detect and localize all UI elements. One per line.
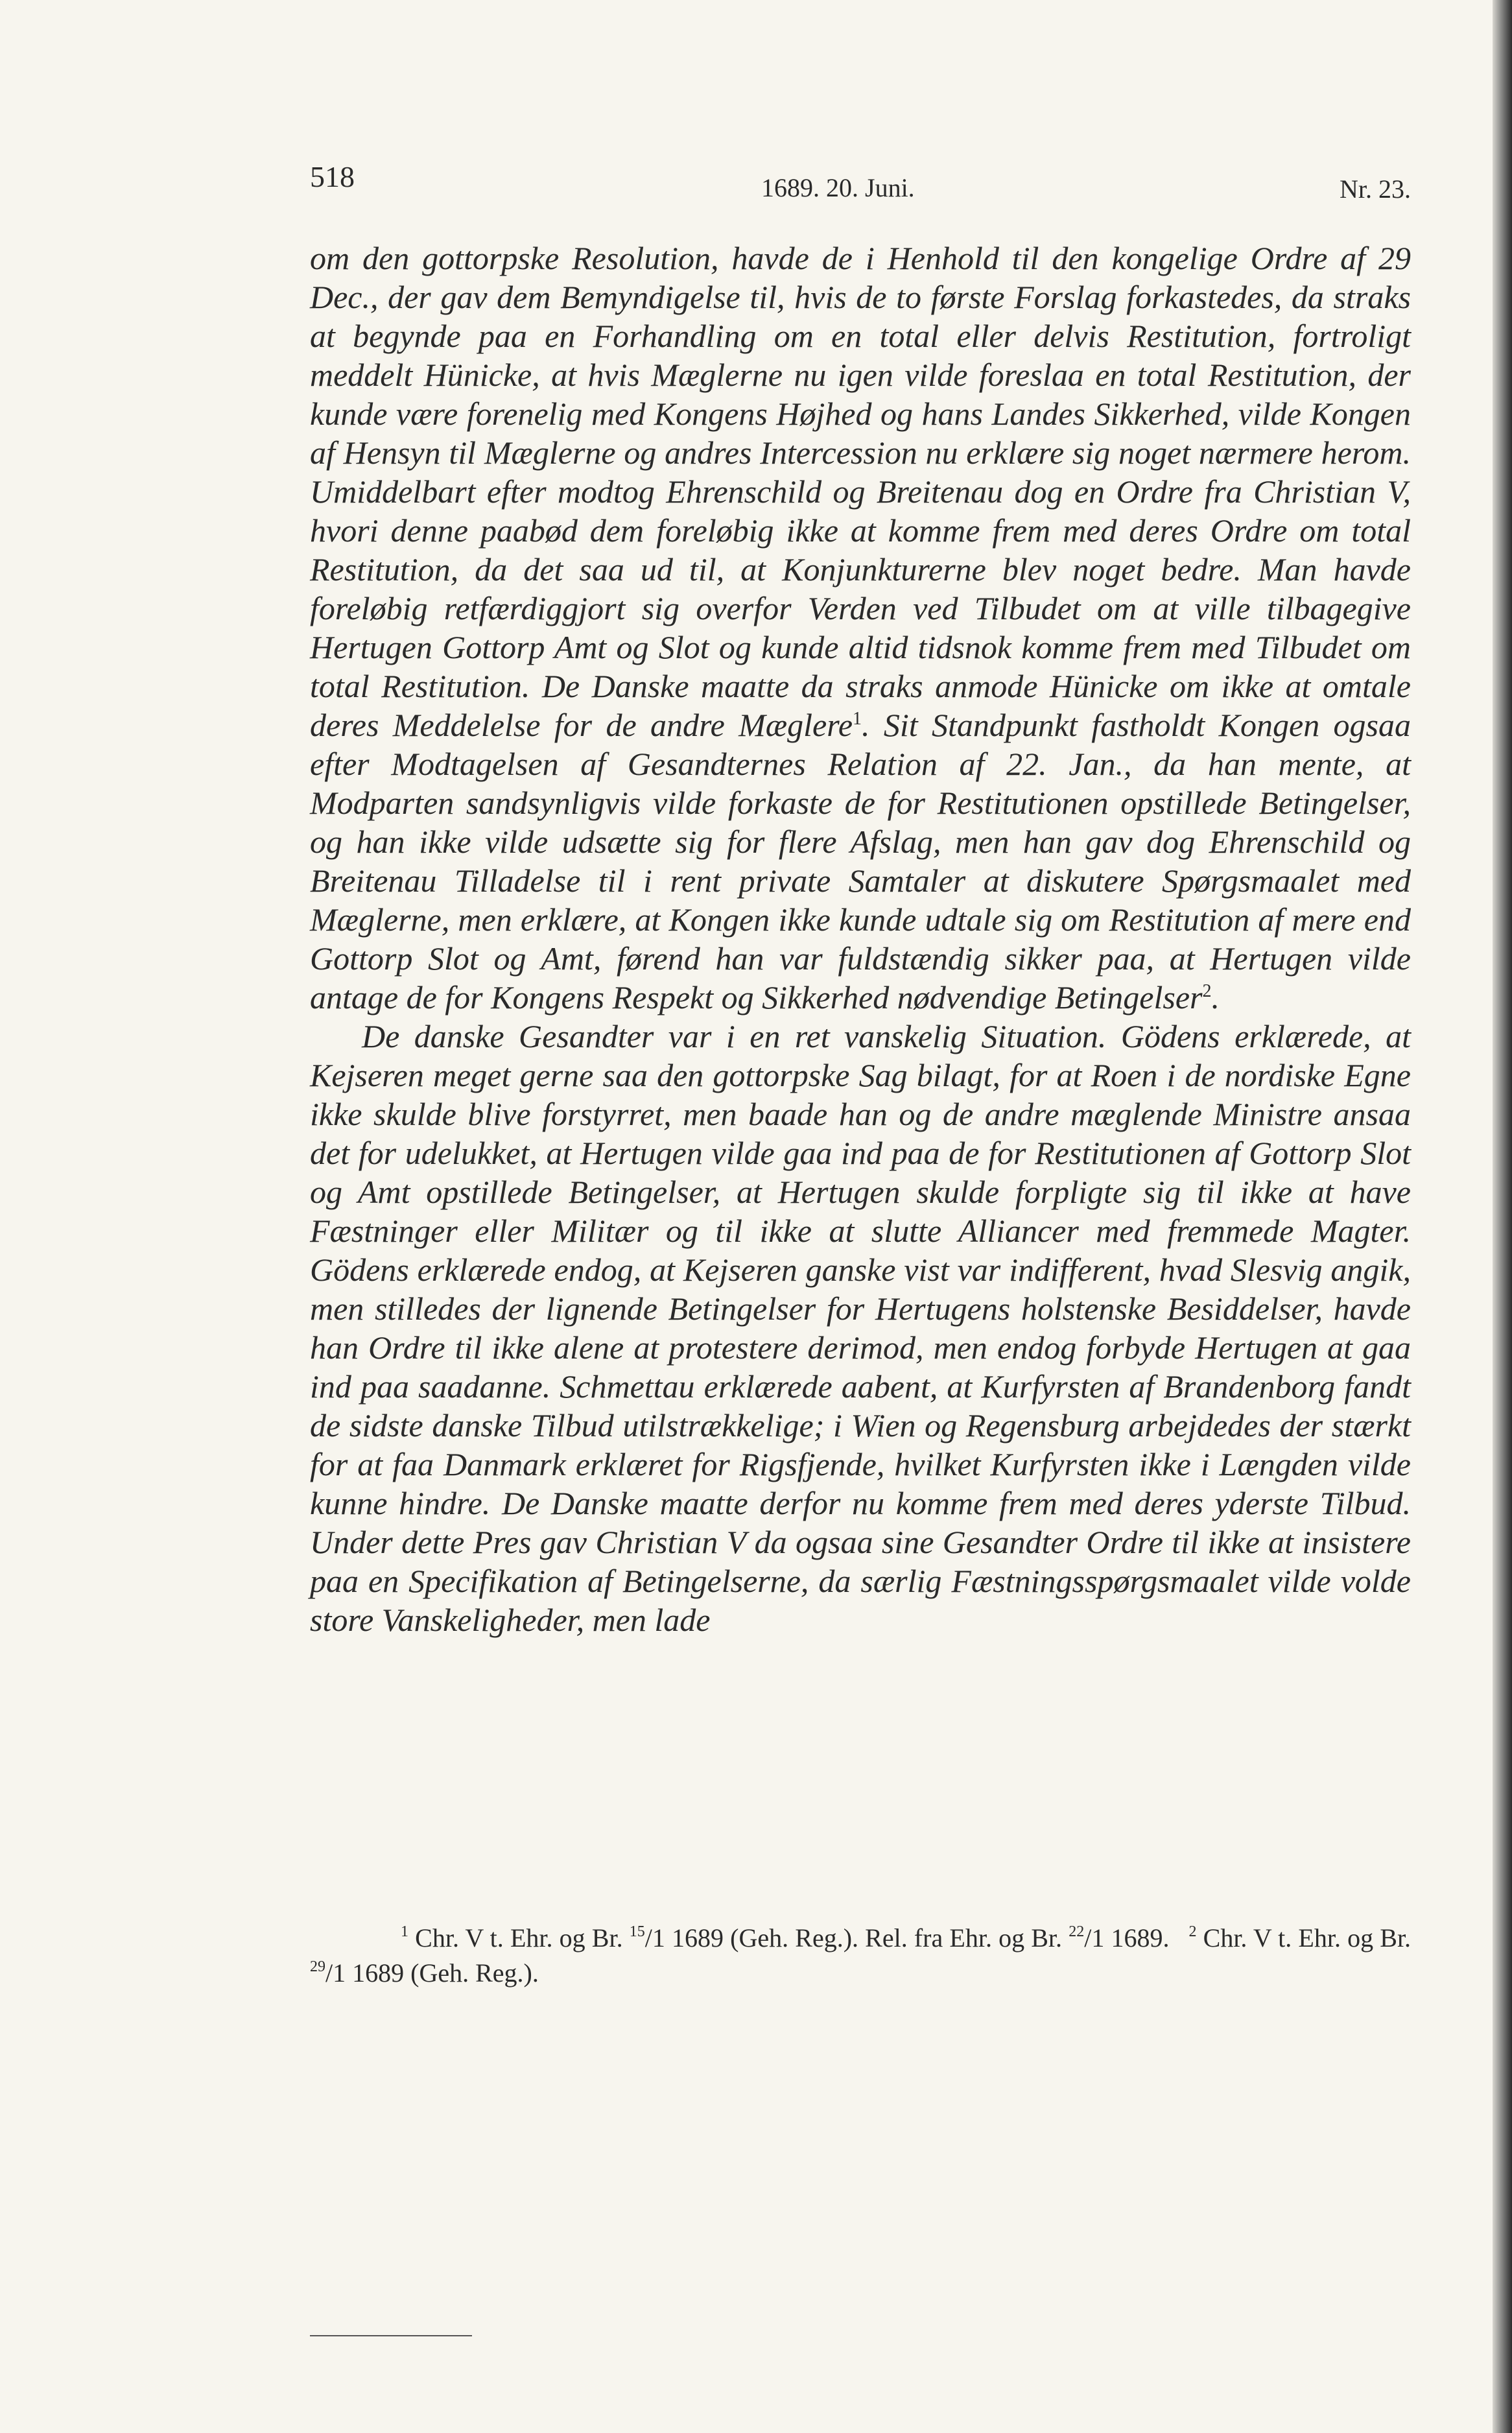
footnotes <box>310 1921 1411 1991</box>
paragraph-1 <box>310 239 1411 1017</box>
footnote-2-date-den: /1 <box>325 1958 346 1988</box>
page-edge-shadow <box>1493 0 1512 2433</box>
paragraph-1-text: om den gottorpske Resolution, havde de i Henhold til den kongelige Ordre af 29 Dec., der gav dem Bemyndigelse til, hvis de to første Forslag forkastedes, da straks at begynde paa en Forhandling om en total eller delvis Restitution, fortroligt meddelt Hünicke, at hvis Mæglerne nu igen vilde foreslaa en total Restitution, der kunde være forenelig med Kongens Højhed og hans Landes Sikkerhed, vilde Kongen af Hensyn til Mæglerne og andres Intercession nu erklære sig noget nærmere herom. Umiddelbart efter modtog Ehrenschild og Breitenau dog en Ordre fra Christian V, hvori denne paabød dem foreløbig ikke at komme frem med deres Ordre om total Restitution, da det saa ud til, at Konjunkturerne blev noget bedre. Man havde foreløbig retfærdiggjort sig overfor Verden ved Tilbudet om at ville tilbagegive Hertugen Gottorp Amt og Slot og kunde altid tidsnok komme frem med Tilbudet om total Restitution. De Danske maatte da straks anmode Hünicke om ikke at omtale deres Meddelelse for de andre Mæglere <box>310 240 1411 743</box>
footnote-ref-2: 2 <box>1202 981 1212 1001</box>
footnote-2-text-b: 1689 (Geh. Reg.). <box>352 1958 539 1988</box>
footnote-block <box>310 1921 1411 1991</box>
footnote-ref-1: 1 <box>853 709 862 729</box>
paragraph-1-end: . <box>1211 979 1220 1015</box>
footnote-1-date2-num: 22 <box>1069 1923 1085 1940</box>
footnote-2-date-num: 29 <box>310 1958 325 1975</box>
footnote-1-date-num: 15 <box>629 1923 645 1940</box>
footnote-2-mark: 2 <box>1188 1923 1197 1940</box>
footnote-1-text-c: 1689. <box>1111 1923 1170 1952</box>
footnote-1-mark: 1 <box>401 1923 408 1940</box>
body-text <box>310 239 1411 1639</box>
page-header <box>310 153 1411 205</box>
paragraph-2: De danske Gesandter var i en ret vanskelig Situation. Gödens erklærede, at Kejseren meget gerne saa den gottorpske Sag bilagt, for at Roen i de nordiske Egne ikke skulde blive forstyrret, men baade han og de andre mæglende Ministre ansaa det for udelukket, at Hertugen vilde gaa ind paa de for Restitutionen af Gottorp Slot og Amt opstillede Betingelser, at Hertugen skulde forpligte sig til ikke at have Fæstninger eller Militær og til ikke at slutte Alliancer med fremmede Magter. Gödens erklærede endog, at Kejseren ganske vist var indifferent, hvad Slesvig angik, men stilledes der lignende Betingelser for Hertugens holstenske Besiddelser, havde han Ordre til ikke alene at protestere derimod, men endog forbyde Hertugen at gaa ind paa saadanne. Schmettau erklærede aabent, at Kurfyrsten af Brandenborg fandt de sidste danske Tilbud utilstrækkelige; i Wien og Regensburg arbejdedes der stærkt for at faa Danmark erklæret for Rigsfjende, hvilket Kurfyrsten ikke i Længden vilde kunne hindre. De Danske maatte derfor nu komme frem med deres yderste Tilbud. Under dette Pres gav Christian V da ogsaa sine Gesandter Ordre til ikke at insistere paa en Specifikation af Betingelserne, da særlig Fæstningsspørgsmaalet vilde volde store Vanskeligheder, men lade <box>310 1018 1411 1638</box>
header-date: 1689. 20. Juni. <box>761 173 915 202</box>
footnote-1-date2-den: /1 <box>1084 1923 1105 1952</box>
footnote-divider <box>310 2335 472 2336</box>
footnote-1-text-a: Chr. V t. Ehr. og Br. <box>415 1923 623 1952</box>
paragraph-1-continued: . Sit Standpunkt fastholdt Kongen ogsaa efter Modtagelsen af Gesandternes Relation af 22. Jan., da han mente, at Modparten sandsynligvis vilde forkaste de for Restitutionen opstillede Betingelser, og han ikke vilde udsætte sig for flere Afslag, men han gav dog Ehrenschild og Breitenau Tilladelse til i rent private Samtaler at diskutere Spørgsmaalet med Mæglerne, men erklære, at Kongen ikke kunde udtale sig om Restitution af mere end Gottorp Slot og Amt, førend han var fuldstændig sikker paa, at Hertugen vilde antage de for Kongens Respekt og Sikkerhed nødvendige Betingelser <box>310 707 1411 1015</box>
footnote-2-text-a: Chr. V t. Ehr. og Br. <box>1203 1923 1412 1952</box>
footnote-1-text-b: 1689 (Geh. Reg.). Rel. fra Ehr. og Br. <box>672 1923 1063 1952</box>
document-number: Nr. 23. <box>1340 174 1411 204</box>
page-number: 518 <box>310 160 355 193</box>
footnote-1-date-den: /1 <box>644 1923 665 1952</box>
